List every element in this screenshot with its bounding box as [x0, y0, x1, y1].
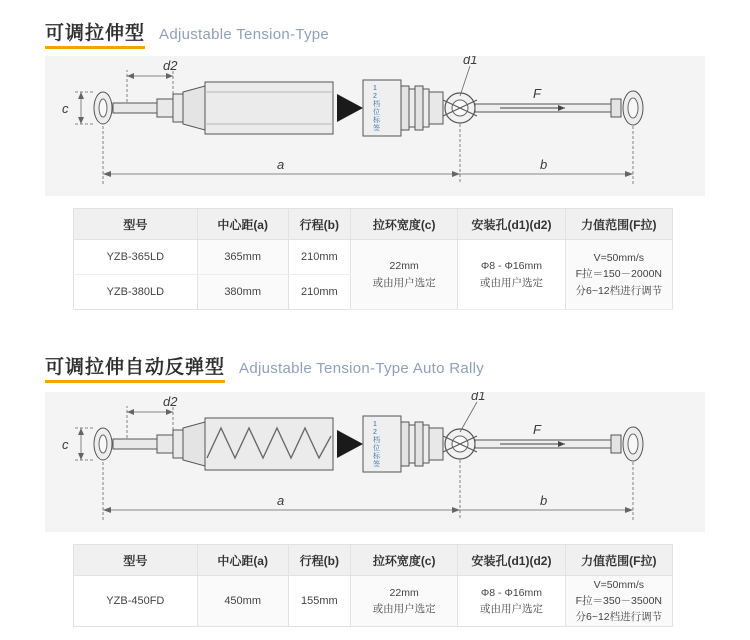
section-1-diagram	[45, 56, 705, 196]
section-2-spec-table	[73, 544, 673, 627]
cell-b: 210mm	[288, 240, 350, 275]
table-row	[74, 576, 673, 627]
cell-d-merged	[458, 240, 565, 310]
cell-model: YZB-450FD	[74, 576, 198, 627]
cell-f-line-3: 分6~12档进行调节	[575, 611, 663, 624]
cell-c-merged	[350, 240, 457, 310]
cell-a: 380mm	[197, 275, 288, 310]
d1-label: d1	[463, 56, 478, 67]
cell-a: 365mm	[197, 240, 288, 275]
th-f: 力值范围(F拉)	[565, 545, 672, 576]
cell-f-line-1: V=50mm/s	[593, 578, 645, 591]
section-1-spec-table	[73, 208, 673, 310]
th-d: 安装孔(d1)(d2)	[458, 545, 565, 576]
section-2-table-body	[74, 576, 673, 627]
right-eyelet	[623, 91, 643, 125]
cell-c-merged	[350, 576, 457, 627]
section-1-table-head	[74, 209, 673, 240]
a-label: a	[277, 493, 285, 508]
cell-f-line-2: F拉＝350－3500N	[575, 594, 662, 607]
section-2-title	[45, 352, 484, 383]
a-label: a	[277, 157, 285, 172]
th-model: 型号	[74, 545, 198, 576]
section-1-title	[45, 18, 329, 49]
adjuster-tag-label: 1 2 档位标签	[373, 85, 380, 132]
th-a: 中心距(a)	[197, 545, 288, 576]
d1-label: d1	[471, 392, 486, 403]
b-label: b	[540, 493, 548, 508]
th-c: 拉环宽度(c)	[350, 209, 457, 240]
taper-cap	[183, 422, 205, 466]
cell-d-line-2: 或由用户选定	[479, 276, 543, 289]
force-label: F	[533, 86, 541, 101]
cylinder-body	[205, 82, 333, 134]
cell-c-line-2: 或由用户选定	[372, 276, 436, 289]
taper-cap	[183, 86, 205, 130]
c-label: c	[62, 101, 69, 116]
cell-f-line-3: 分6~12档进行调节	[575, 284, 663, 297]
right-eyelet	[623, 427, 643, 461]
section-1-title-en: Adjustable Tension-Type	[159, 26, 330, 43]
section-1-table-body	[74, 240, 673, 310]
cell-d-merged	[458, 576, 565, 627]
table-header-row	[74, 545, 673, 576]
force-label: F	[533, 422, 541, 437]
section-1-title-cn: 可调拉伸型	[45, 18, 145, 49]
tension-type-drawing	[45, 56, 705, 196]
table-row	[74, 240, 673, 275]
cell-b: 155mm	[288, 576, 350, 627]
section-2-title-en: Adjustable Tension-Type Auto Rally	[239, 360, 485, 377]
th-d: 安装孔(d1)(d2)	[458, 209, 565, 240]
cell-model: YZB-365LD	[74, 240, 198, 275]
d2-label: d2	[163, 394, 178, 409]
b-label: b	[540, 157, 548, 172]
th-f: 力值范围(F拉)	[565, 209, 672, 240]
cell-d-line-2: 或由用户选定	[479, 603, 543, 615]
cell-f-line-1: V=50mm/s	[593, 252, 645, 265]
cell-f-merged	[565, 576, 672, 627]
cell-b: 210mm	[288, 275, 350, 310]
cell-model: YZB-380LD	[74, 275, 198, 310]
cell-f-line-2: F拉＝150－2000N	[575, 268, 662, 281]
d2-label: d2	[163, 58, 178, 73]
cell-f-merged	[565, 240, 672, 310]
th-b: 行程(b)	[288, 209, 350, 240]
th-c: 拉环宽度(c)	[350, 545, 457, 576]
left-eyelet	[94, 92, 112, 124]
cell-a: 450mm	[197, 576, 288, 627]
th-model: 型号	[74, 209, 198, 240]
section-2-table-head	[74, 545, 673, 576]
cell-c-line-1: 22mm	[389, 260, 419, 273]
th-a: 中心距(a)	[197, 209, 288, 240]
adjuster-tag-label: 1 2 档位标签	[373, 421, 380, 468]
cell-c-line-2: 或由用户选定	[372, 603, 436, 615]
cell-d-line-1: Φ8 - Φ16mm	[480, 586, 543, 599]
section-2-diagram	[45, 392, 705, 532]
table-header-row	[74, 209, 673, 240]
th-b: 行程(b)	[288, 545, 350, 576]
section-2-title-cn: 可调拉伸自动反弹型	[45, 352, 225, 383]
left-eyelet	[94, 428, 112, 460]
cell-d-line-1: Φ8 - Φ16mm	[480, 260, 543, 273]
auto-rally-drawing	[45, 392, 705, 532]
cell-c-line-1: 22mm	[389, 586, 419, 599]
c-label: c	[62, 437, 69, 452]
